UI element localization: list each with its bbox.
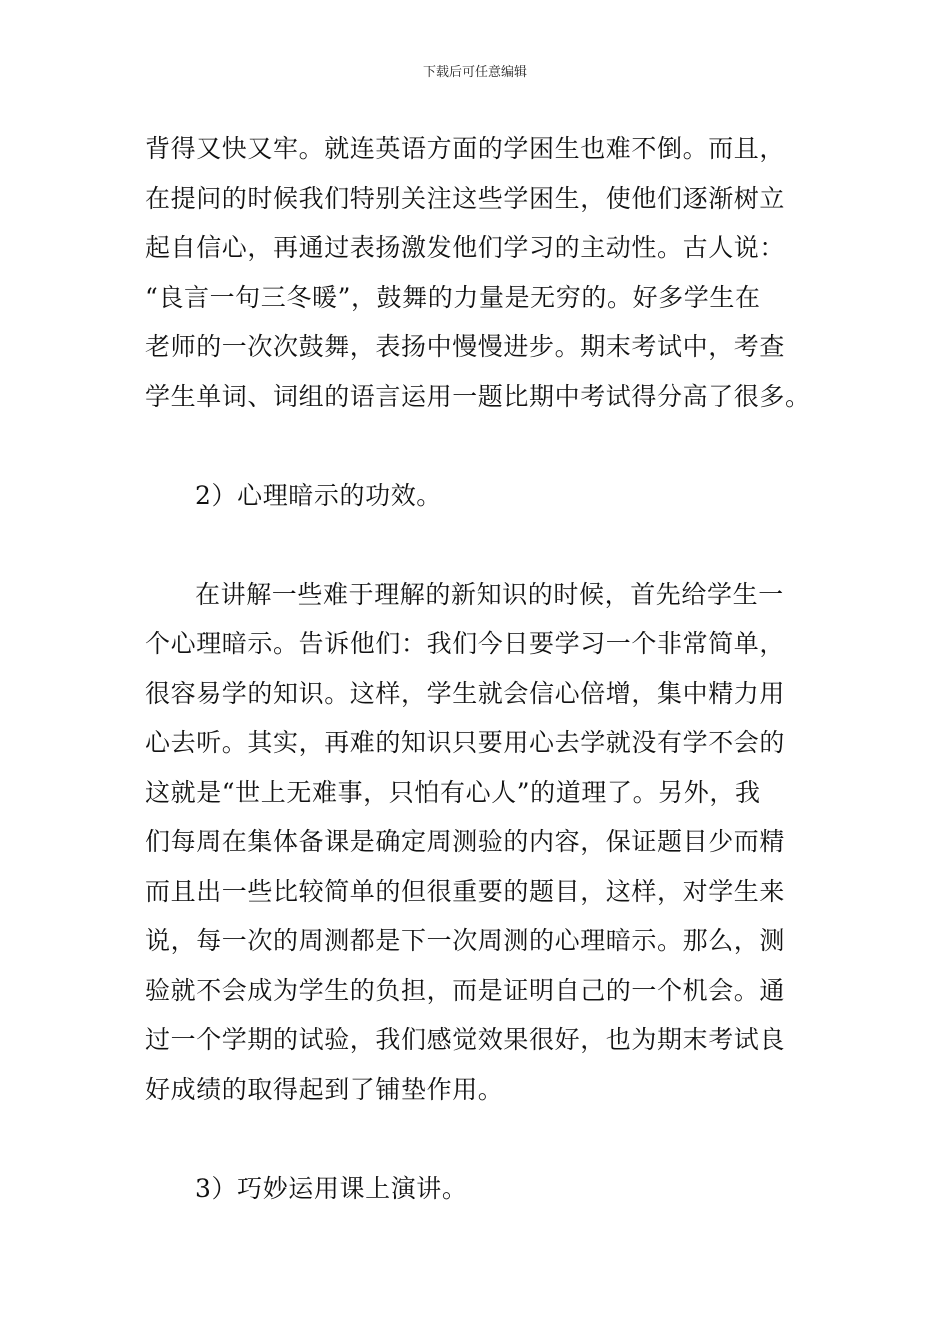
- paragraph-line: 过一个学期的试验，我们感觉效果很好，也为期末考试良: [145, 1025, 786, 1054]
- paragraph-line: 背得又快又牢。就连英语方面的学困生也难不倒。而且，: [145, 134, 786, 163]
- paragraph-line: 说，每一次的周测都是下一次周测的心理暗示。那么，测: [145, 926, 786, 955]
- paragraph-continuation: [145, 124, 810, 421]
- paragraph-line: 们每周在集体备课是确定周测验的内容，保证题目少而精: [145, 827, 786, 856]
- paragraph-line: 验就不会成为学生的负担，而是证明自己的一个机会。通: [145, 975, 786, 1005]
- paragraph-line: 老师的一次次鼓舞，表扬中慢慢进步。期末考试中，考查: [145, 332, 786, 361]
- paragraph-line: 在讲解一些难于理解的新知识的时候，首先给学生一: [195, 579, 784, 609]
- page-header: 下载后可任意编辑: [422, 65, 527, 80]
- paragraph-spacer: [145, 520, 810, 570]
- paragraph-spacer: [145, 421, 810, 471]
- paragraph-line: 学生单词、词组的语言运用一题比期中考试得分高了很多。: [145, 381, 811, 411]
- paragraph-line: 个心理暗示。告诉他们：我们今日要学习一个非常简单，: [145, 629, 786, 658]
- paragraph-line: 起自信心，再通过表扬激发他们学习的主动性。古人说：: [145, 233, 786, 262]
- paragraph-line: 心去听。其实，再难的知识只要用心去学就没有学不会的: [145, 728, 786, 757]
- paragraph-line: 这就是“世上无难事，只怕有心人”的道理了。另外，我: [145, 777, 761, 807]
- section-heading-3: 3）巧妙运用课上演讲。: [195, 1173, 468, 1203]
- section-heading-2: 2）心理暗示的功效。: [195, 480, 442, 510]
- paragraph-line: “良言一句三冬暖”，鼓舞的力量是无穷的。好多学生在: [145, 282, 761, 312]
- paragraph-psychological-hint: [145, 570, 810, 1115]
- document-body: [145, 124, 810, 1213]
- paragraph-line: 很容易学的知识。这样，学生就会信心倍增，集中精力用: [145, 678, 786, 708]
- paragraph-line: 好成绩的取得起到了铺垫作用。: [145, 1074, 504, 1104]
- paragraph-spacer: [145, 1114, 810, 1164]
- paragraph-line: 在提问的时候我们特别关注这些学困生，使他们逐渐树立: [145, 183, 786, 213]
- paragraph-line: 而且出一些比较简单的但很重要的题目，这样，对学生来: [145, 876, 786, 906]
